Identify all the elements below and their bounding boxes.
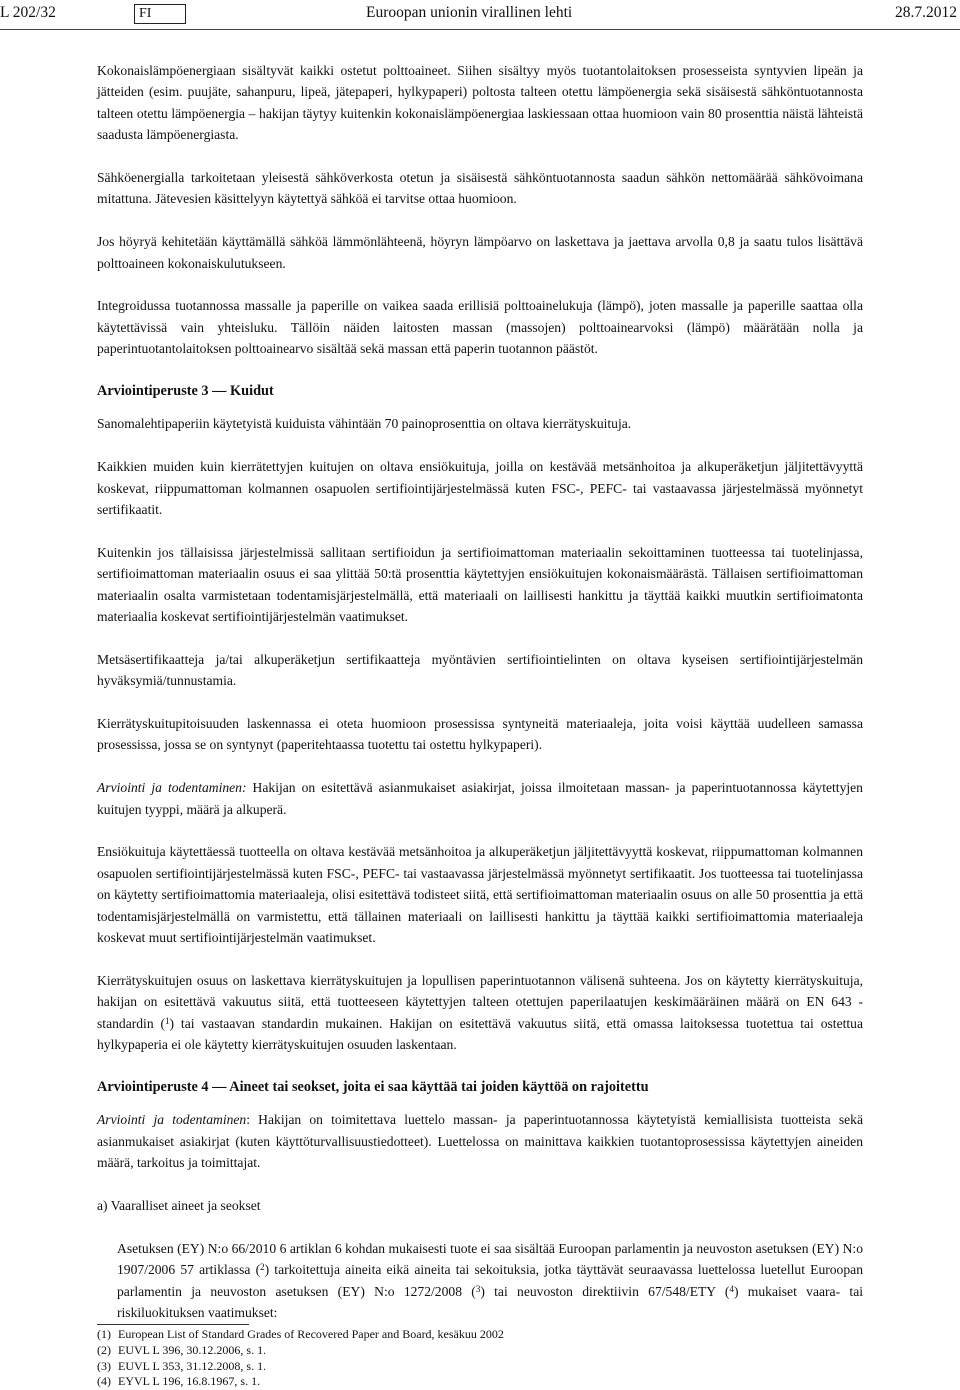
page-reference: L 202/32	[0, 4, 56, 21]
paragraph: Kaikkien muiden kuin kierrätettyjen kuitujen on oltava ensiökuituja, joilla on kestävää metsänhoitoa ja alkuperäketjun jäljitettävyyttä koskevat, riippumattoman kolmannen osapuolen sertifiointijärjestelmässä kuten FSC-, PEFC- tai vastaavassa järjestelmässä myönnetyt sertifikaatit.	[97, 459, 863, 518]
page-header	[0, 4, 960, 28]
footnote-number: (4)	[97, 1374, 111, 1389]
assessment-paragraph	[97, 1109, 863, 1173]
paragraph: Sanomalehtipaperiin käytetyistä kuiduista vähintään 70 painoprosenttia on oltava kierrätyskuituja.	[97, 416, 632, 432]
publication-date: 28.7.2012	[895, 4, 957, 21]
journal-title: Euroopan unionin virallinen lehti	[366, 4, 573, 21]
footnote	[97, 1343, 863, 1359]
document-body	[97, 60, 863, 1323]
paragraph: Integroidussa tuotannossa massalle ja paperille on vaikea saada erillisiä polttoainelukuja (lämpö), joten massalle ja paperille saattaa olla käytettävissä vain yhteisluku. Tällöin näiden laitosten massan (massojen) polttoainearvoksi (lämpö) määrätään nolla ja paperintuotantolaitoksen polttoainearvo sisältää sekä massan että paperin tuotannon päästöt.	[97, 298, 863, 357]
paragraph: Jos höyryä kehitetään käyttämällä sähköä lämmönlähteenä, höyryn lämpöarvo on laskettava ja jaettava arvolla 0,8 ja saatu tulos lisättävä polttoaineen kokonaiskulutukseen.	[97, 234, 863, 271]
footnote	[97, 1327, 863, 1343]
assessment-text: : Hakijan on toimitettava luettelo massan- ja paperintuotannossa käytetyistä kemiallisista tuotteista sekä asianmukaiset asiakirjat (kuten käyttöturvallisuustiedotteet). Luettelossa on mainittava kaikkien tuotantoprosessissa käytettyjen aineiden määrä, tarkoitus ja toimittajat.	[97, 1112, 864, 1171]
footnote-ref[interactable]: 2	[260, 1262, 265, 1273]
footnote-ref[interactable]: 1	[165, 1015, 170, 1026]
assessment-label: Arviointi ja todentaminen	[97, 1112, 247, 1128]
header-rule	[0, 29, 960, 30]
assessment-text: Hakijan on esitettävä asianmukaiset asiakirjat, joissa ilmoitetaan massan- ja paperintuotannossa käytettyjen kuitujen tyyppi, määrä ja alkuperä.	[97, 780, 863, 817]
paragraph: Metsäsertifikaatteja ja/tai alkuperäketjun sertifikaatteja myöntävien sertifiointielinten on oltava kyseisen sertifiointijärjestelmän hyväksymiä/tunnustamia.	[97, 651, 863, 689]
paragraph-text: ) tarkoitettuja aineita eikä aineita tai sekoituksia, jotka täyttävät seuraavassa luettelossa luetellut Euroopan parlamentin ja neuvoston asetuksen (EY) N:o 1272/2008 (	[117, 1262, 863, 1299]
assessment-label: Arviointi ja todentaminen:	[97, 780, 247, 796]
list-item-body	[97, 1238, 863, 1324]
paragraph: Kierrätyskuitupitoisuuden laskennassa ei oteta huomioon prosessissa syntyneitä materiaaleja, joita voisi käyttää uudelleen samassa prosessissa, jossa se on syntynyt (paperitehtaassa tuotettu tai ostettu hylkypaperi).	[97, 716, 863, 753]
paragraph-text: Asetuksen (EY) N:o 66/2010 6 artiklan 6 kohdan mukaisesti tuote ei saa sisältää Euroopan parlamentin ja neuvoston asetuksen (EY) N:o 1907/2006 57 artiklassa (	[117, 1240, 863, 1278]
footnote	[97, 1374, 863, 1390]
footnote-number: (3)	[97, 1358, 111, 1373]
footnotes	[97, 1327, 863, 1390]
section-heading-criterion-4: Arviointiperuste 4 — Aineet tai seokset, joita ei saa käyttää tai joiden käyttöä on rajoitettu	[97, 1078, 649, 1095]
footnote	[97, 1359, 863, 1375]
paragraph: Kokonaislämpöenergiaan sisältyvät kaikki ostetut polttoaineet. Siihen sisältyy myös tuotantolaitoksen prosesseista syntyvien lipeän ja jätteiden (esim. puujäte, sahanpuru, lipeä, jätepaperi, hylkypaperi) poltosta talteen otettu lämpöenergia sekä sisäisestä sähköntuotannosta talteen otettu lämpöenergia – hakijan täytyy kuitenkin kokonaislämpöenergiaa laskiessaan ottaa huomioon vain 80 prosenttia näistä lähteistä saadusta lämpöenergiasta.	[97, 63, 863, 143]
footnote-text: EUVL L 353, 31.12.2008, s. 1.	[118, 1358, 267, 1373]
footnote-text: EYVL L 196, 16.8.1967, s. 1.	[118, 1374, 261, 1389]
footnote-text: EUVL L 396, 30.12.2006, s. 1.	[118, 1342, 267, 1357]
section-heading-criterion-3: Arviointiperuste 3 — Kuidut	[97, 383, 274, 400]
footnote-ref[interactable]: 3	[475, 1283, 481, 1294]
footnote-number: (1)	[97, 1327, 111, 1341]
footnote-rule	[97, 1324, 249, 1325]
paragraph-text: ) mukaiset vaara- tai riskiluokituksen vaatimukset:	[117, 1283, 864, 1320]
paragraph-text: Kierrätyskuitujen osuus on laskettava kierrätyskuitujen ja lopullisen paperintuotannon välisenä suhteena. Jos on käytetty kierrätyskuituja, hakijan on esitettävä vakuutus siitä, että tuotteeseen käytettyjen talteen otettujen paperilaatujen keskimääräinen määrä on EN 643 -standardin (	[97, 972, 863, 1031]
paragraph	[97, 970, 863, 1056]
paragraph-text: ) tai neuvoston direktiivin 67/548/ETY (	[480, 1283, 730, 1299]
assessment-paragraph	[97, 777, 863, 820]
language-badge: FI	[134, 4, 186, 24]
paragraph: Sähköenergialla tarkoitetaan yleisestä sähköverkosta otetun ja sisäisestä sähköntuotannosta saadun sähkön nettomäärää sähkövoimana mitattuna. Jätevesien käsittelyyn käytettyä sähköä ei tarvitse ottaa huomioon.	[97, 170, 863, 207]
paragraph: Ensiökuituja käytettäessä tuotteella on oltava kestävää metsänhoitoa ja alkuperäketjun jäljitettävyyttä koskevat, riippumattoman kolmannen osapuolen sertifiointijärjestelmässä kuten FSC-, PEFC- tai vastaavassa järjestelmässä myönnetyt sertifikaatit. Jos tuotteessa tai tuotelinjassa on käytetty sertifioimattomia materiaaleja, olisi esitettävä todisteet siitä, että sertifioimattoman materiaalin osuus on alle 50 prosenttia ja että todentamisjärjestelmällä on varmistettu, että tällainen materiaali on laillisesti hankittu ja täyttää kaikki sertifioimattomia materiaaleja koskevat muut sertifiointijärjestelmän vaatimukset.	[97, 844, 863, 946]
list-item-label: a) Vaaralliset aineet ja seokset	[97, 1197, 261, 1213]
footnote-number: (2)	[97, 1342, 111, 1357]
paragraph: Kuitenkin jos tällaisissa järjestelmissä sallitaan sertifioidun ja sertifioimattoman materiaalin sekoittaminen tuotteessa tai tuotelinjassa, sertifioimattoman materiaalin osuus ei saa ylittää 50:tä prosenttia käytettyjen ensiökuitujen kokonaismäärästä. Tällaisen sertifioimattoman materiaalin osalta varmistetaan todentamisjärjestelmällä, että materiaali on laillisesti hankittu ja täyttää kaikki muutkin sertifioimatonta materiaalia koskevat sertifiointijärjestelmän vaatimukset.	[97, 544, 863, 625]
footnote-text: European List of Standard Grades of Recovered Paper and Board, kesäkuu 2002	[118, 1327, 504, 1341]
paragraph-text: ) tai vastaavan standardin mukainen. Hakijan on esitettävä vakuutus siitä, että omassa laitoksessa tuotettua tai ostettua hylkypaperia ei ole käytetty kierrätyskuitujen osuuden laskentaan.	[97, 1015, 863, 1053]
footnote-ref[interactable]: 4	[729, 1283, 734, 1294]
